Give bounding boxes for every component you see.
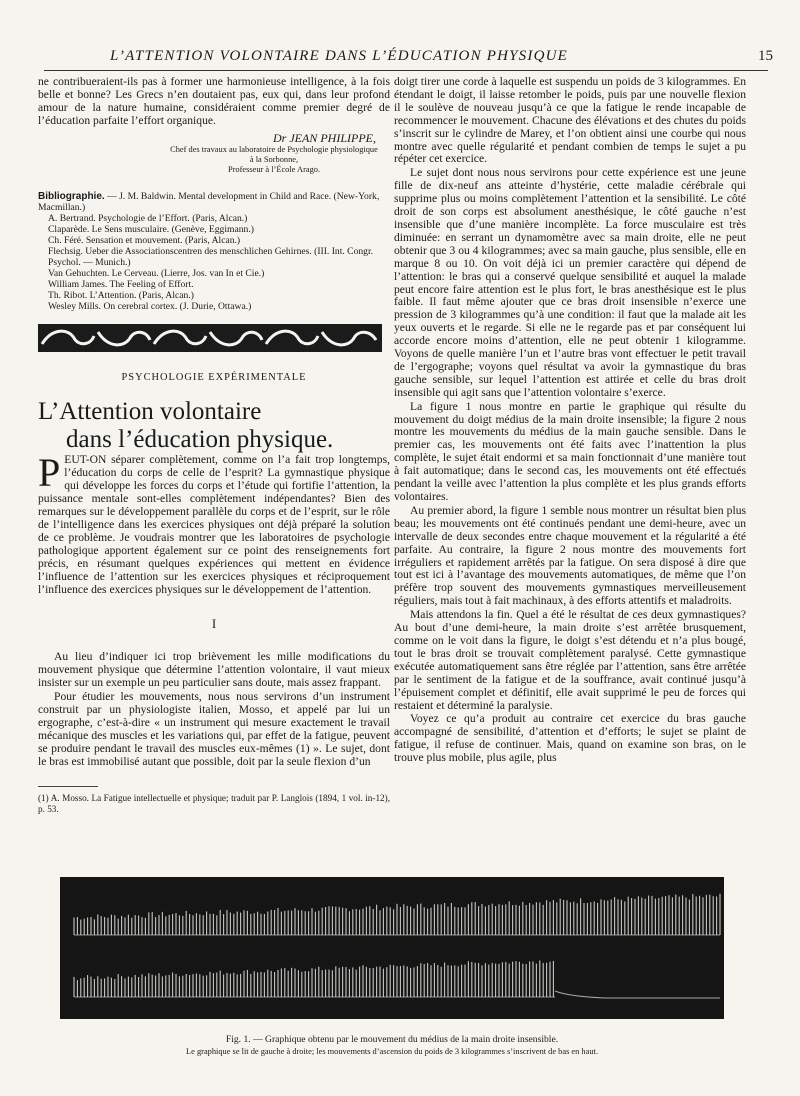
figure-caption-title: Fig. 1. — Graphique obtenu par le mouvement du médius de la main droite insensible. (225, 1034, 559, 1045)
section-number: I (211, 616, 217, 632)
ergograph-trace-image (60, 877, 724, 1019)
article-title-line-1: L’Attention volontaire (38, 398, 262, 426)
bibliography-entry: Claparède. Le Sens musculaire. (Genève, Eggimann.) (48, 223, 254, 235)
intro-paragraph: ne contribueraient-ils pas à former une harmonieuse intelligence, à la fois belle et bonne? Les Grecs n’en doutaient pas, eux qui, dans leur profond amour de la nature humaine, considéraient comme premier degré de l’éducation parfaite l’effort organique. (38, 75, 390, 127)
decorative-ornament-band (38, 324, 382, 352)
author-signature: Dr JEAN PHILIPPE, (273, 130, 376, 145)
bibliography-entry: A. Bertrand. Psychologie de l’Effort. (Paris, Alcan.) (48, 212, 248, 224)
bibliography-entry: William James. The Feeling of Effort. (48, 278, 194, 290)
bibliography-entry: Wesley Mills. On cerebral cortex. (J. Durie, Ottawa.) (48, 300, 252, 312)
bibliography-entry: Th. Ribot. L’Attention. (Paris, Alcan.) (48, 289, 194, 301)
bibliography-heading: Bibliographie. (38, 190, 105, 202)
right-column (394, 76, 746, 766)
opening-paragraph: PEUT-ON séparer complètement, comme on l’a fait trop longtemps, l’éducation du corps de celle de l’esprit? La gymnastique physique qui développe les forces du corps et l’étude qui fortifie l’attention, la puissance mentale sont-elles complètement indépendantes? Bien des remarques sur le développement parallèle du corps et de l’esprit, sur le rôle de l’intelligence dans les exercices physiques ont déjà préparé la solution de ce problème. Je voudrais montrer que les laboratoires de psychologie pathologique apportent également sur ce point des renseignements fort précis, en résumant quelques expériences qui mettent en évidence l’influence de l’attention sur les exercices physiques et réciproquement l’influence des exercices physiques sur le développement de l’attention. (38, 450, 390, 596)
author-affiliation-2: à la Sorbonne, (249, 154, 299, 164)
bibliography-entry: Bibliographie. — J. M. Baldwin. Mental development in Child and Race. (New-York, Macmillan.) (38, 190, 380, 213)
body-paragraph: Mais attendons la fin. Quel a été le résultat de ces deux gymnastiques? Au bout d’une demi-heure, la main droite s’est arrêtée brusquement, comme on le voit dans la figure, le doigt s’est détendu et n’a plus bougé, tout le bras droit se trouvait complètement paralysé. Cette gymnastique exécutée automatiquement sans être réglée par l’attention, sans être arrêtée par le sentiment de la fatigue et de la souffrance, avait continué jusqu’à l’épuisement complet et définitif, elle avait supprimé le peu de forces qui restaient et déterminé la paralysie. (394, 608, 746, 712)
bibliography-entry: Van Gehuchten. Le Cerveau. (Lierre, Jos. van In et Cie.) (48, 267, 265, 279)
body-paragraph: Voyez ce qu’a produit au contraire cet exercice du bras gauche accompagné de sensibilité, d’attention et d’efforts; le sujet se plaint de fatigue, il refuse de continuer. Mais, quand on examine son bras, on le trouve plus mobile, plus agile, plus (394, 712, 746, 765)
ergograph-figure (60, 877, 724, 1019)
article-title (38, 398, 390, 454)
body-paragraph: La figure 1 nous montre en partie le graphique qui résulte du mouvement du doigt médius de la main droite insensible; la figure 2 nous montre les mouvements du médius de la main gauche sensible. Dans le premier cas, les mouvements ont été faits avec l’inattention la plus complète, le sujet était endormi et sa main fonctionnait d’une manière tout à fait automatique; dans le second cas, les mouvements ont été effectués pendant la veille avec l’attention la plus complète et les plus grands efforts volontaires. (394, 399, 746, 503)
body-paragraph: doigt tirer une corde à laquelle est suspendu un poids de 3 kilogrammes. En étendant le doigt, il laisse retomber le poids, puis par une nouvelle flexion il le soulève de nouveau jusqu’à ce que la fatigue le rende incapable de recommencer le mouvement. Chacune des élévations et des chutes du poids s’inscrit sur le cylindre de Marey, et l’on obtient ainsi une courbe qui nous montre avec quelle régularité et pendant combien de temps le sujet a pu répéter cet exercice. (394, 75, 746, 166)
author-affiliation-3: Professeur à l’École Arago. (227, 164, 321, 174)
section-rubric: PSYCHOLOGIE EXPÉRIMENTALE (121, 371, 307, 383)
running-header (0, 48, 800, 70)
body-paragraph: Pour étudier les mouvements, nous nous servirons d’un instrument construit par un physiologiste italien, Mosso, et appelé par lui un ergographe, c’est-à-dire « un instrument qui mesure exactement le travail mécanique des muscles et les variations qui, par effet de la fatigue, peuvent se produire pendant le travail des muscles eux-mêmes (1) ». Le sujet, dont le bras est immobilisé autant que possible, doit par la seule flexion d’un (38, 690, 390, 768)
author-affiliation-1: Chef des travaux au laboratoire de Psychologie physiologique (170, 144, 378, 154)
body-paragraph: Au lieu d’indiquer ici trop brièvement les mille modifications du mouvement physique que détermine l’attention volontaire, il vaut mieux insister sur un exemple un peu particulier sans doute, mais assez frappant. (38, 650, 390, 690)
body-paragraph: Au premier abord, la figure 1 semble nous montrer un résultat bien plus beau; les mouvements ont été continués pendant une demi-heure, avec un intervalle de deux secondes entre chaque mouvement et la régularité a été parfaite. Au contraire, la figure 2 nous montre des mouvements fort irréguliers et rapidement arrêtés par la fatigue. On sera disposé à dire que tout est ici à l’avantage des mouvements automatiques, de même que l’on préfère trop souvent des mouvements gymnastiques merveilleusement réguliers, mais tout à fait machinaux, à des efforts attentifs et maladroits. (394, 503, 746, 608)
running-title: L’ATTENTION VOLONTAIRE DANS L’ÉDUCATION PHYSIQUE (110, 48, 569, 64)
article-title-line-2: dans l’éducation physique. (66, 426, 334, 454)
bibliography-entry: Flechsig. Ueber die Associationscentren des menschlichen Gehirnes. (III. Int. Congr. Psychol. — Munich.) (48, 245, 374, 268)
figure-caption (60, 1034, 724, 1058)
figure-caption-note: Le graphique se lit de gauche à droite; les mouvements d’ascension du poids de 3 kilogrammes s’inscrivent de bas en haut. (186, 1047, 598, 1056)
body-paragraph: Le sujet dont nous nous servirons pour cette expérience est une jeune fille de dix-neuf ans atteinte d’hystérie, cette maladie cérébrale qui supprime plus ou moins complètement l’attention et la sensibilité. Le côté droit de son corps est absolument anesthésique, le côté gauche n’est insensible que d’une manière incomplète. La force musculaire est très diminuée: en serrant un dynamomètre avec sa main droite, elle ne peut obtenir que 3 ou 4 kilogrammes; avec sa main gauche, plus sensible, elle en marque 8 ou 10. On voit déjà ici un premier caractère qui dépend de l’attention: le bras qui a conservé quelque sensibilité et auquel la malade peut encore faire attention est le plus fort, le bras anesthésique est le plus faible. Il faut même ajouter que ce bras droit insensible n’exerce une pression de 3 kilogrammes qu’à une condition: il faut que la malade ait les yeux ouverts et le regarde. Si elle ne le regarde pas et par conséquent lui accorde encore moins d’attention, elle ne peut obtenir 1 kilogramme. Voyons de quelle manière l’un et l’autre bras vont effectuer le petit travail de l’ergographe; voyons quel résultat va avoir la gymnastique du bras gauche sensible, sur lequel l’attention est attirée et celle du bras droit insensible qui agit sans que l’attention volontaire s’exerce. (394, 166, 746, 399)
page-number: 15 (758, 48, 773, 64)
drop-cap: P (38, 450, 61, 496)
footnote-rule (38, 786, 98, 787)
header-rule (44, 70, 768, 71)
bibliography-entry: Ch. Féré. Sensation et mouvement. (Paris, Alcan.) (48, 234, 241, 246)
bibliography (38, 191, 390, 312)
ornament-scroll-icon (38, 324, 382, 352)
left-column (38, 76, 390, 816)
footnote: (1) A. Mosso. La Fatigue intellectuelle et physique; traduit par P. Langlois (1894, 1 vol. in-12), p. 53. (38, 793, 390, 815)
